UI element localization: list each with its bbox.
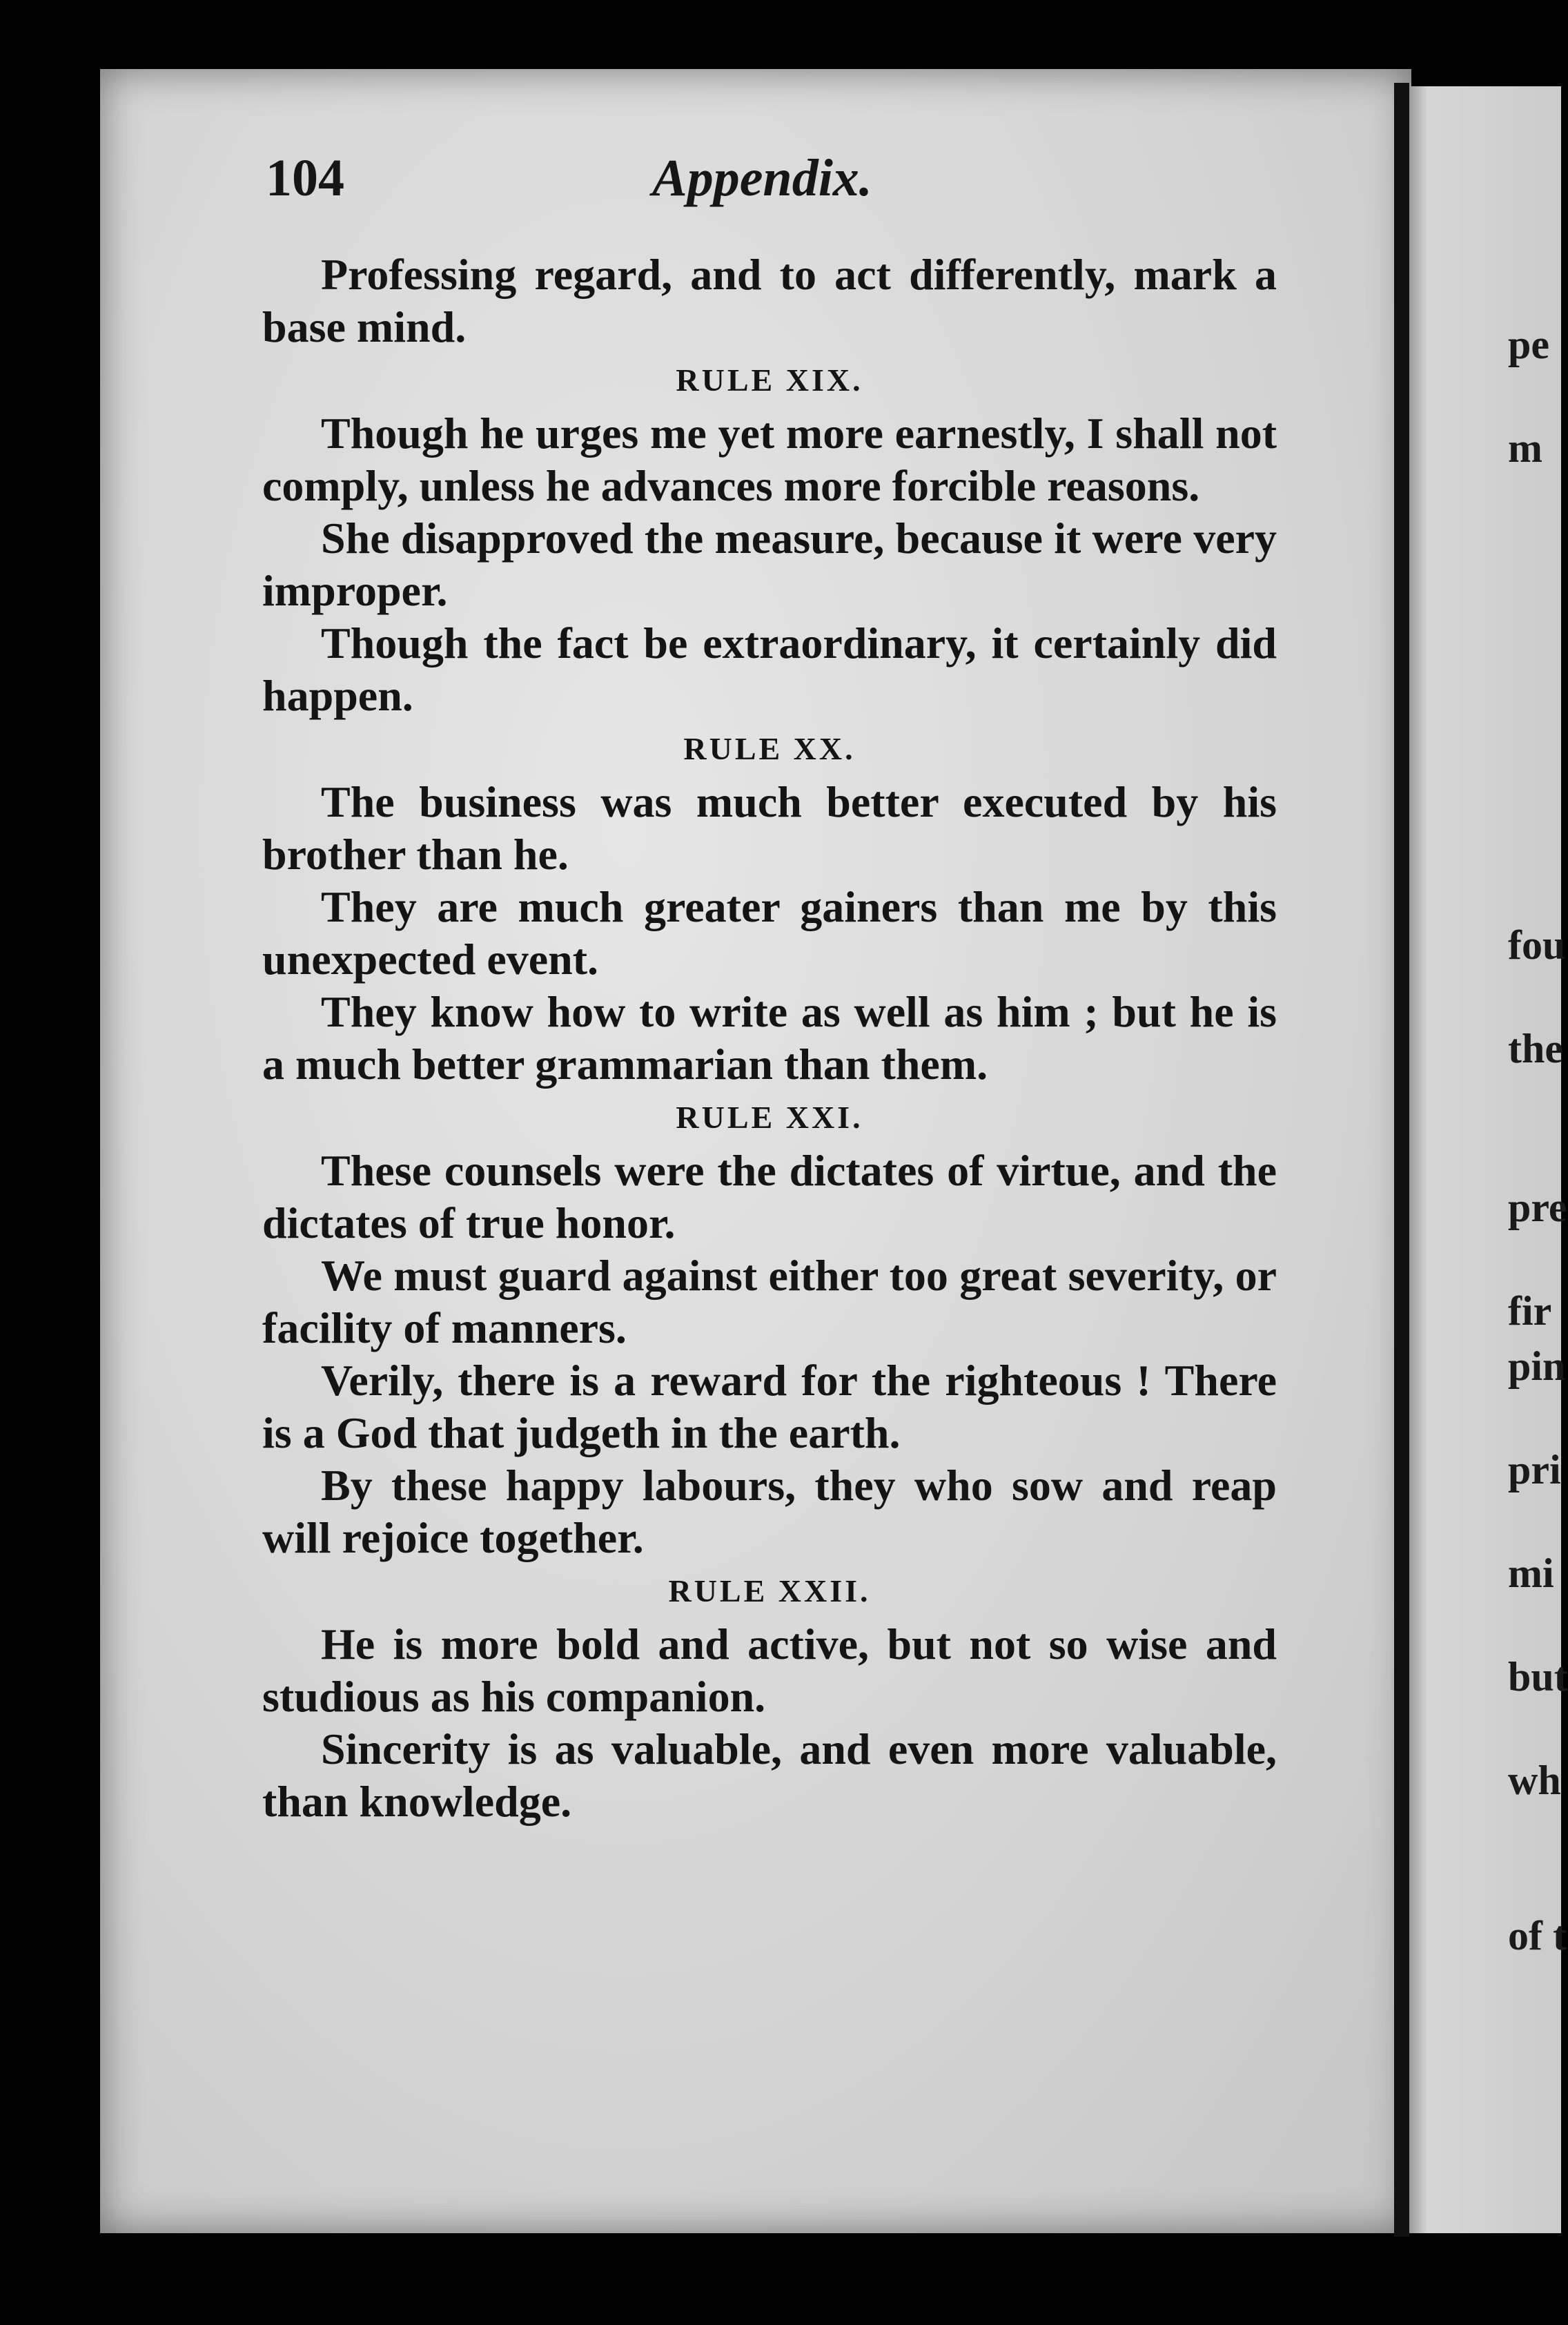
rule-heading: RULE XIX. (676, 362, 863, 398)
rule-heading: RULE XXI. (676, 1100, 863, 1135)
running-head: Appendix. (652, 149, 872, 207)
right-page-fragment: pri (1508, 1447, 1561, 1492)
page-body-text (262, 249, 1277, 1828)
paragraph: They know how to write as well as him ; but he is a much better grammarian than them. (262, 987, 1277, 1089)
paragraph: She disapproved the measure, because it were very improper. (262, 514, 1277, 615)
right-page-fragment: wh (1508, 1758, 1561, 1803)
right-page-fragment: m (1508, 425, 1542, 471)
paragraph: Though he urges me yet more earnestly, I shall not comply, unless he advances more forcible reasons. (262, 409, 1277, 510)
right-page-fragment: fir (1508, 1288, 1552, 1334)
paragraph: By these happy labours, they who sow and reap will rejoice together. (262, 1461, 1277, 1562)
right-book-page (1409, 86, 1561, 2233)
right-page-fragment: pre (1508, 1185, 1567, 1230)
paragraph: Sincerity is as valuable, and even more valuable, than knowledge. (262, 1724, 1277, 1826)
right-page-fragment: but (1508, 1654, 1568, 1700)
right-page-fragment: pin (1508, 1343, 1566, 1389)
rule-heading: RULE XX. (683, 731, 856, 766)
paragraph: The business was much better executed by his brother than he. (262, 777, 1277, 879)
rule-heading: RULE XXII. (668, 1573, 871, 1608)
right-page-fragment: the (1508, 1026, 1563, 1071)
right-page-fragment: fou (1508, 922, 1566, 968)
right-page-fragment: mi (1508, 1550, 1554, 1596)
page-number: 104 (266, 149, 344, 207)
right-page-fragment: pe (1508, 322, 1549, 367)
page-header (266, 148, 1273, 211)
right-page-fragment: of t (1508, 1913, 1567, 1958)
paragraph: Verily, there is a reward for the righteous ! There is a God that judgeth in the earth. (262, 1356, 1277, 1457)
paragraph: He is more bold and active, but not so wise and studious as his companion. (262, 1619, 1277, 1721)
paragraph: They are much greater gainers than me by this unexpected event. (262, 882, 1277, 984)
paragraph: Though the fact be extraordinary, it certainly did happen. (262, 619, 1277, 720)
paragraph: These counsels were the dictates of virtue, and the dictates of true honor. (262, 1146, 1277, 1247)
paragraph: We must guard against either too great severity, or facility of manners. (262, 1251, 1277, 1352)
book-gutter (1394, 83, 1409, 2237)
paragraph: Professing regard, and to act differently, mark a base mind. (262, 250, 1277, 351)
